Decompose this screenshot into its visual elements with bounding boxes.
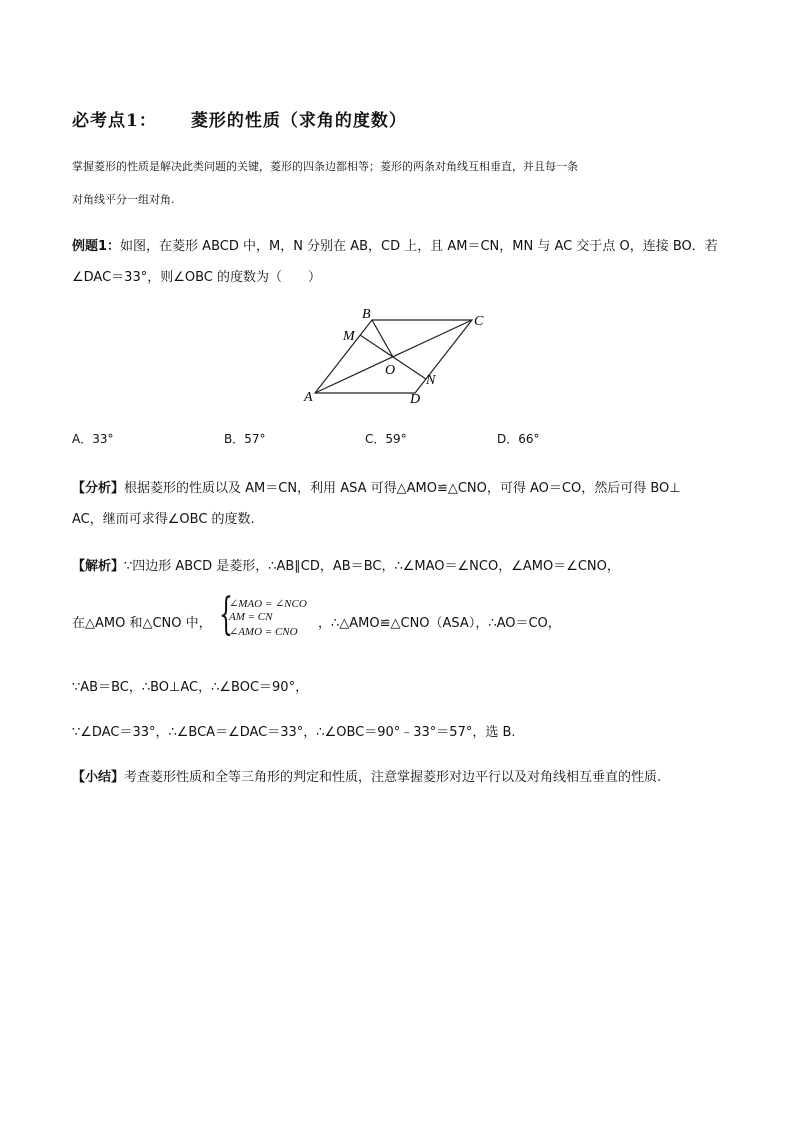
example-label: 例题1：	[72, 239, 121, 254]
segment-bo	[372, 320, 393, 357]
system-eq-3: ∠AMO = CNO	[229, 626, 298, 638]
option-b: B．57°	[224, 432, 266, 446]
section-heading	[72, 106, 407, 131]
label-m: M	[343, 329, 355, 344]
analysis-text-1: 根据菱形的性质以及 AM＝CN，利用 ASA 可得△AMO≌△CNO，可得 AO＝CO，然后可得 BO⊥	[124, 481, 681, 496]
label-d: D	[410, 392, 421, 407]
option-d: D．66°	[497, 432, 540, 446]
solution-line-3: ∵AB＝BC，∴BO⊥AC，∴∠BOC＝90°，	[72, 680, 309, 695]
example-line-2: ∠DAC＝33°，则∠OBC 的度数为（ ）	[72, 270, 322, 285]
label-a: A	[304, 390, 313, 405]
rhombus-figure	[296, 303, 516, 408]
section-label: 必考点1：	[72, 111, 157, 131]
solution-line-1	[72, 555, 620, 574]
summary-label: 【小结】	[72, 770, 125, 785]
option-c: C．59°	[365, 432, 407, 446]
intro-line-1: 掌握菱形的性质是解决此类问题的关键，菱形的四条边都相等；菱形的两条对角线互相垂直，并且每一条	[72, 160, 578, 173]
solution-line-4: ∵∠DAC＝33°，∴∠BCA＝∠DAC＝33°，∴∠OBC＝90°﹣33°＝57°，选 B.	[72, 725, 516, 740]
summary-text: 考查菱形性质和全等三角形的判定和性质，注意掌握菱形对边平行以及对角线相互垂直的性质.	[124, 770, 662, 785]
solution-line-2-prefix: 在△AMO 和△CNO 中，	[72, 616, 212, 631]
equation-system	[219, 589, 329, 641]
diagonal-ac	[315, 320, 472, 393]
label-c: C	[474, 314, 484, 329]
analysis-label: 【分析】	[72, 481, 125, 496]
solution-line-2-suffix: ，∴△AMO≌△CNO（ASA），∴AO＝CO，	[318, 616, 561, 631]
option-a: A．33°	[72, 432, 114, 446]
example-line-1	[72, 235, 718, 254]
intro-line-2: 对角线平分一组对角.	[72, 193, 175, 206]
system-brace: {	[219, 589, 233, 640]
label-o: O	[385, 363, 396, 378]
label-n: N	[426, 373, 436, 388]
solution-text-1: ∵四边形 ABCD 是菱形，∴AB∥CD，AB＝BC，∴∠MAO＝∠NCO，∠AMO＝∠CNO，	[124, 559, 620, 574]
analysis-line-1	[72, 477, 681, 496]
summary-line	[72, 766, 661, 785]
label-b: B	[362, 307, 371, 322]
system-eq-1: ∠MAO = ∠NCO	[229, 598, 307, 610]
section-title: 菱形的性质（求角的度数）	[190, 111, 407, 131]
solution-label: 【解析】	[72, 559, 125, 574]
example-text-1: 如图，在菱形 ABCD 中，M，N 分别在 AB，CD 上，且 AM＝CN，MN 与 AC 交于点 O，连接 BO．若	[120, 239, 718, 254]
system-eq-2: AM = CN	[229, 611, 273, 623]
analysis-line-2: AC，继而可求得∠OBC 的度数.	[72, 512, 255, 527]
